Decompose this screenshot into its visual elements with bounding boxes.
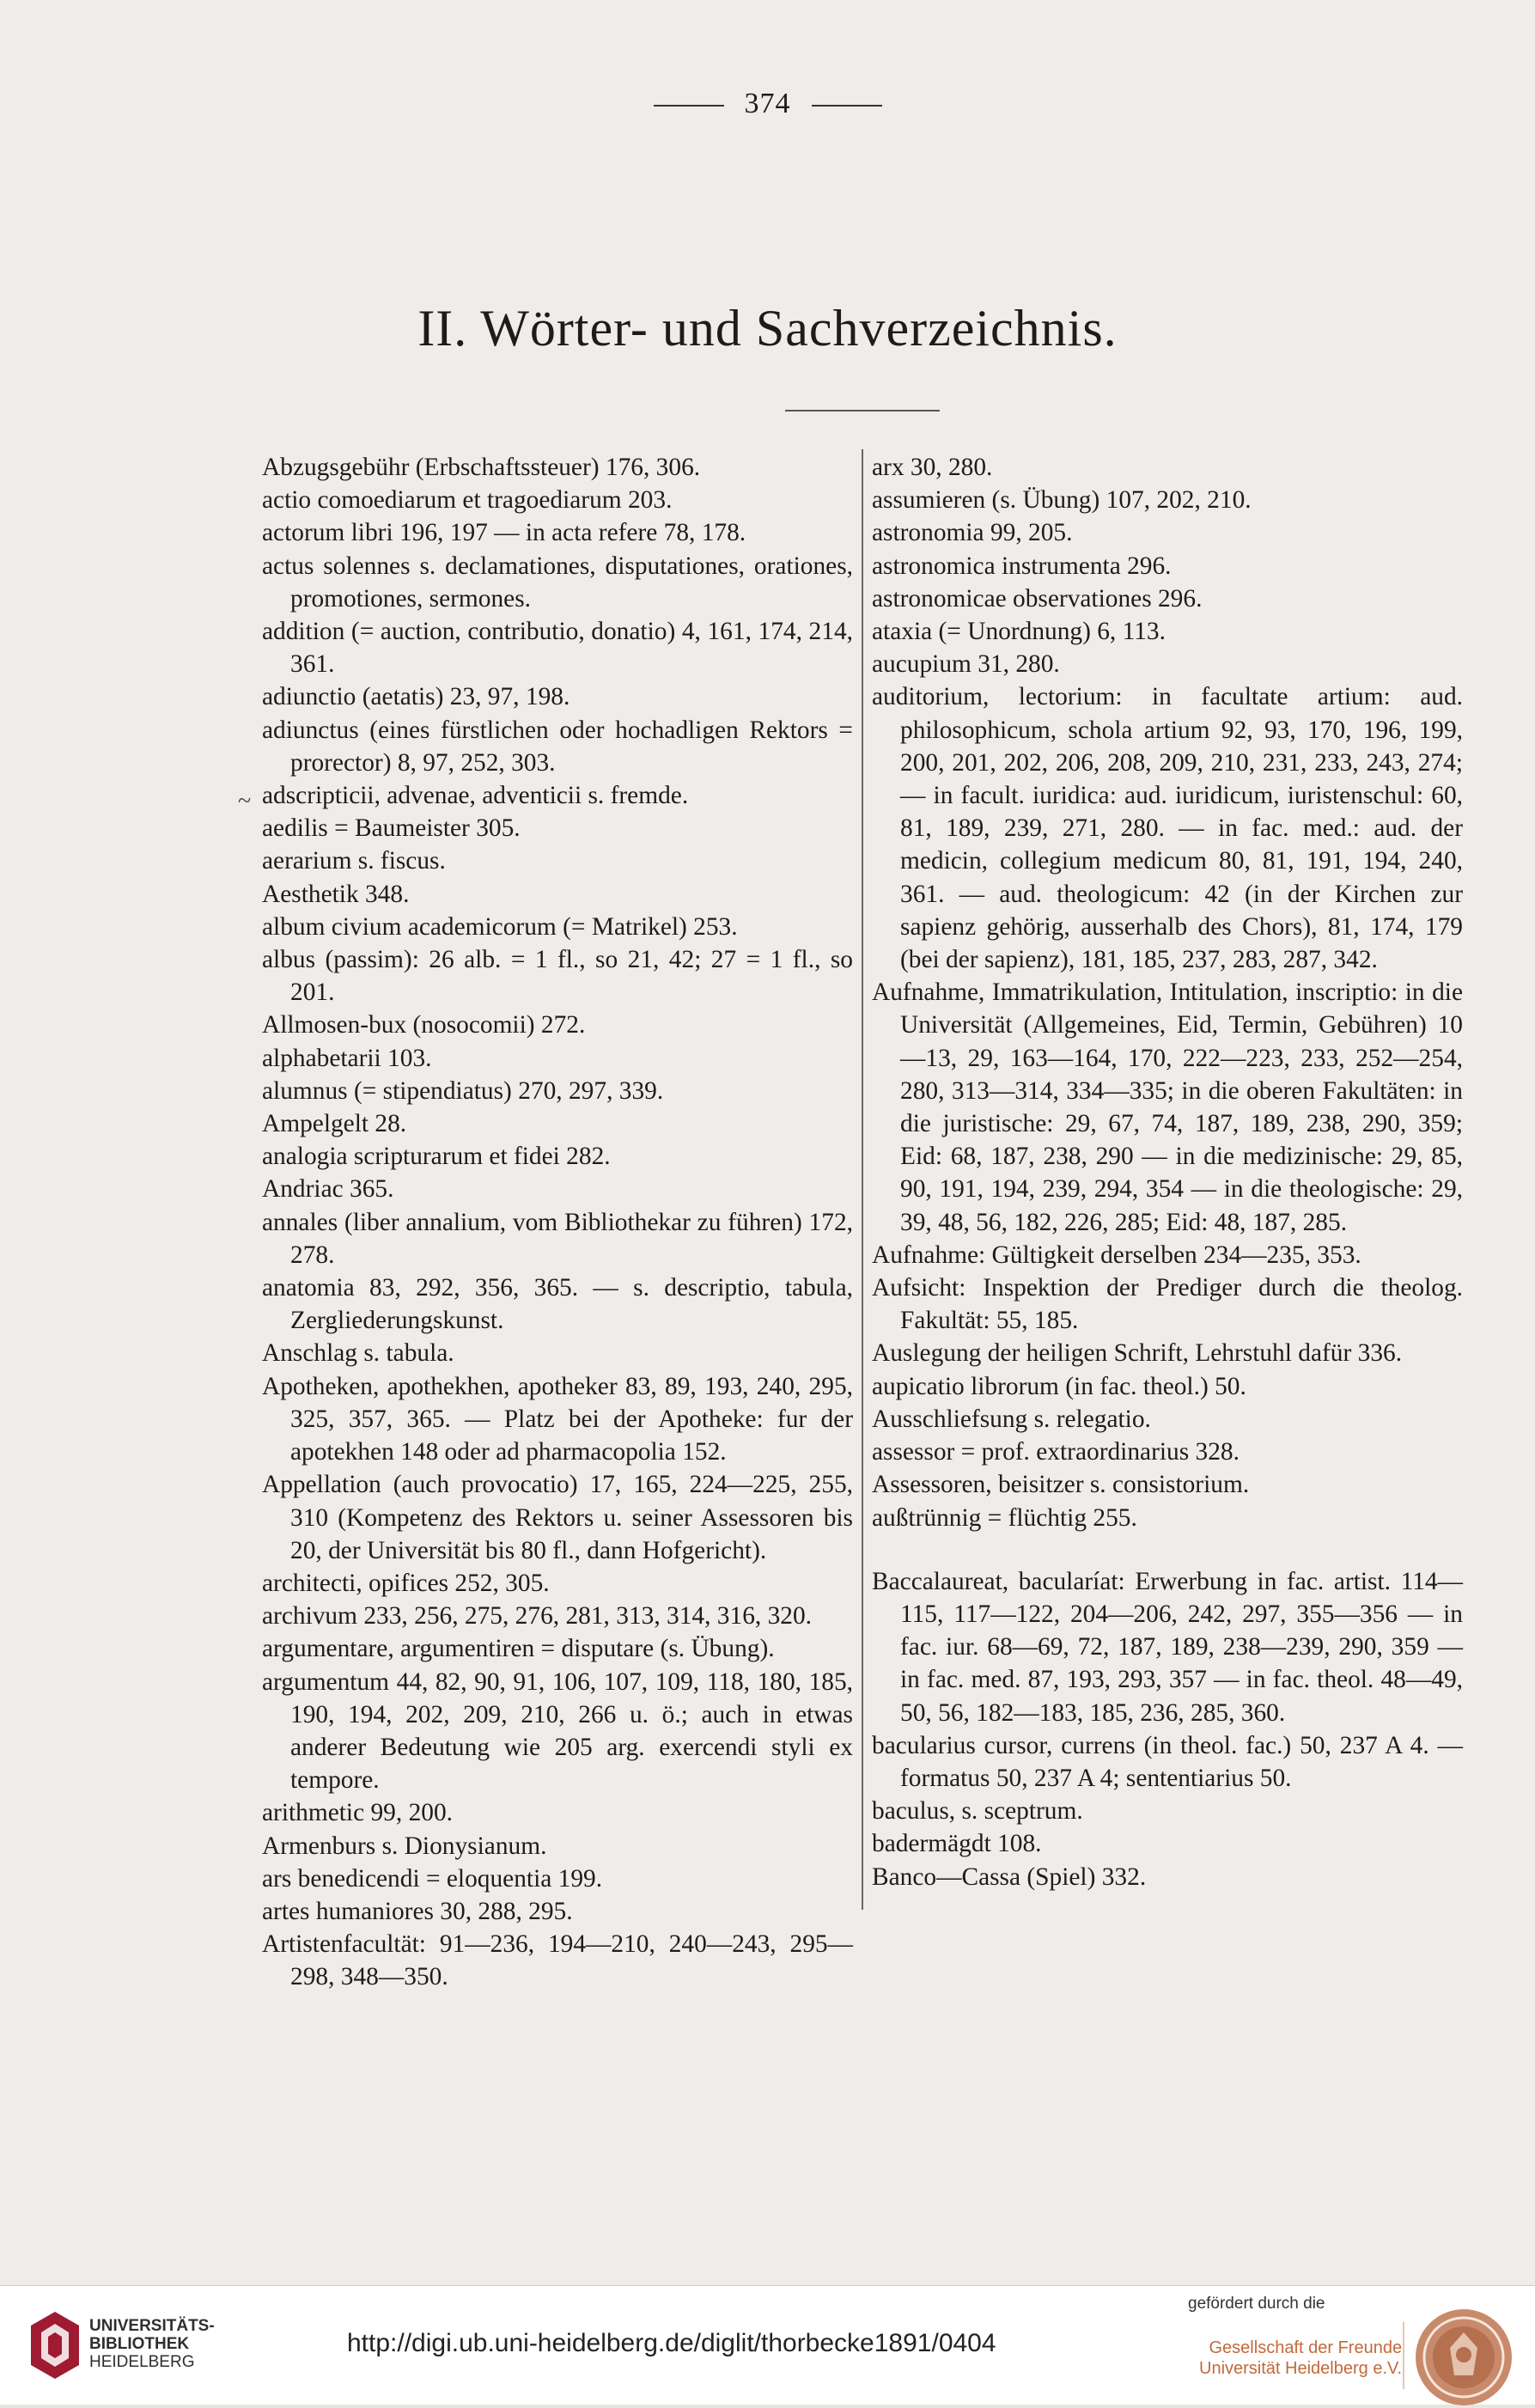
title-rule <box>785 410 940 411</box>
index-entry: Aufsicht: Inspektion der Prediger durch die theolog. Fakultät: 55, 185. <box>872 1274 1463 1335</box>
index-entry: Apotheken, apothekhen, apotheker 83, 89, 193, 240, 295, 325, 357, 365. — Platz bei der Apotheke: fur der apotekhen 148 oder ad pharmacopolia 152. <box>262 1372 853 1466</box>
index-entry: assessor = prof. extraordinarius 328. <box>872 1438 1240 1466</box>
index-entry: addition (= auction, contributio, donatio) 4, 161, 174, 214, 361. <box>262 618 853 679</box>
index-entry: adiunctus (eines fürstlichen oder hochadligen Rektors = prorector) 8, 97, 252, 303. <box>262 716 853 777</box>
library-logo-icon <box>29 2310 81 2381</box>
index-column-right <box>872 451 1463 1893</box>
index-entry: Auslegung der heiligen Schrift, Lehrstuhl dafür 336. <box>872 1339 1403 1368</box>
index-entry: astronomicae observationes 296. <box>872 584 1203 613</box>
index-entry: außtrünnig = flüchtig 255. <box>872 1503 1137 1532</box>
index-entry: adscripticii, advenae, adventicii s. fremde. <box>262 782 689 810</box>
footer-bar <box>0 2285 1535 2405</box>
index-entry: aedilis = Baumeister 305. <box>262 814 521 843</box>
index-entry: actus solennes s. declamationes, disputationes, orationes, promotiones, sermones. <box>262 552 853 613</box>
index-entry: ars benedicendi = eloquentia 199. <box>262 1864 603 1893</box>
index-entry: anatomia 83, 292, 356, 365. — s. descriptio, tabula, Zergliederungskunst. <box>262 1274 853 1335</box>
index-entry: arx 30, 280. <box>872 454 993 481</box>
index-entry: ataxia (= Unordnung) 6, 113. <box>872 618 1166 646</box>
index-entry: Ausschliefsung s. relegatio. <box>872 1405 1151 1433</box>
permalink-url[interactable]: http://digi.ub.uni-heidelberg.de/diglit/thorbecke1891/0404 <box>347 2329 996 2357</box>
index-entry: aucupium 31, 280. <box>872 650 1060 679</box>
index-entry: argumentare, argumentiren = disputare (s. Übung). <box>262 1635 775 1663</box>
index-entry: astronomia 99, 205. <box>872 519 1073 547</box>
index-entry: architecti, opifices 252, 305. <box>262 1569 550 1597</box>
sponsor-label: gefördert durch die <box>1188 2295 1325 2313</box>
index-entry: Abzugsgebühr (Erbschaftssteuer) 176, 306. <box>262 454 701 481</box>
index-column-left <box>262 451 853 1994</box>
index-entry: Appellation (auch provocatio) 17, 165, 224—225, 255, 310 (Kompetenz des Rektors u. seiner Assessoren bis 20, der Universität bis 80 fl., dann Hofgericht). <box>262 1471 853 1564</box>
index-entry: Assessoren, beisitzer s. consistorium. <box>872 1471 1250 1499</box>
page-number-dash-left <box>654 105 724 107</box>
index-entry: Aufnahme, Immatrikulation, Intitulation, inscriptio: in die Universität (Allgemeines, Eid, Termin, Gebühren) 10—13, 29, 163—164, 170, 222—223, 233, 252—254, 280, 313—314, 334—335; in die oberen Fakultäten: in die juristische: 29, 67, 74, 187, 189, 238, 290, 359; Eid: 68, 187, 238, 290 — in die medizinische: 29, 85, 90, 191, 194, 239, 294, 354 — in die theologische: 29, 39, 48, 56, 182, 226, 285; Eid: 48, 187, 285. <box>872 978 1463 1236</box>
margin-mark: ~ <box>238 788 252 814</box>
index-entry: Armenburs s. Dionysianum. <box>262 1832 547 1860</box>
index-entry: aupicatio librorum (in fac. theol.) 50. <box>872 1372 1246 1400</box>
index-entry: astronomica instrumenta 296. <box>872 552 1172 580</box>
index-entry: argumentum 44, 82, 90, 91, 106, 107, 109, 118, 180, 185, 190, 194, 202, 209, 210, 266 u. ö.; auch in etwas anderer Bedeutung wie 205 arg. exercendi styli ex tempore. <box>262 1667 853 1795</box>
page-number-text: 374 <box>744 88 791 119</box>
university-seal-icon <box>1413 2307 1514 2408</box>
library-name <box>89 2317 215 2371</box>
index-entry: Banco—Cassa (Spiel) 332. <box>872 1862 1147 1891</box>
index-entry: albus (passim): 26 alb. = 1 fl., so 21, 42; 27 = 1 fl., so 201. <box>262 946 853 1007</box>
index-entry: analogia scripturarum et fidei 282. <box>262 1143 611 1171</box>
sponsor-name-line1: Gesellschaft der Freunde <box>1209 2338 1403 2357</box>
index-entry: actorum libri 196, 197 — in acta refere 78, 178. <box>262 519 746 547</box>
index-entry: aerarium s. fiscus. <box>262 847 446 875</box>
index-entry: Artistenfacultät: 91—236, 194—210, 240—243, 295—298, 348—350. <box>262 1930 853 1991</box>
index-entry: Aesthetik 348. <box>262 880 410 908</box>
sponsor-name <box>1199 2338 1402 2379</box>
library-name-line3: HEIDELBERG <box>89 2353 195 2371</box>
index-entry: Baccalaureat, bacularíat: Erwerbung in fac. artist. 114—115, 117—122, 204—206, 242, 297, 355—356 — in fac. iur. 68—69, 72, 187, 189, 238—239, 290, 359 — in fac. med. 87, 193, 293, 357 — in fac. theol. 48—49, 50, 56, 182—183, 185, 236, 285, 360. <box>872 1567 1463 1727</box>
index-entry: Anschlag s. tabula. <box>262 1339 454 1368</box>
page-number-dash-right <box>812 105 882 107</box>
index-entry: annales (liber annalium, vom Bibliothekar zu führen) 172, 278. <box>262 1208 853 1269</box>
index-entry: archivum 233, 256, 275, 276, 281, 313, 314, 316, 320. <box>262 1602 813 1631</box>
index-entry: album civium academicorum (= Matrikel) 253. <box>262 912 738 941</box>
index-entry: badermägdt 108. <box>872 1830 1042 1858</box>
index-entry: assumieren (s. Übung) 107, 202, 210. <box>872 486 1252 515</box>
sponsor-divider <box>1403 2322 1404 2389</box>
index-entry: bacularius cursor, currens (in theol. fac.) 50, 237 A 4. — formatus 50, 237 A 4; sententiarius 50. <box>872 1731 1463 1792</box>
index-entry: Andriac 365. <box>262 1175 394 1204</box>
index-entry: Allmosen-bux (nosocomii) 272. <box>262 1011 586 1039</box>
page-number <box>0 88 1535 120</box>
index-entry: Ampelgelt 28. <box>262 1110 407 1138</box>
sponsor-name-line2: Universität Heidelberg e.V. <box>1199 2359 1403 2378</box>
index-entry: alumnus (= stipendiatus) 270, 297, 339. <box>262 1076 664 1105</box>
index-entry: actio comoediarum et tragoediarum 203. <box>262 486 673 515</box>
index-entry: alphabetarii 103. <box>262 1044 432 1072</box>
index-entry: arithmetic 99, 200. <box>262 1799 454 1827</box>
index-entry: auditorium, lectorium: in facultate artium: aud. philosophicum, schola artium 92, 93, 170, 196, 199, 200, 201, 202, 206, 208, 209, 210, 231, 233, 243, 274; — in facult. iuridica: aud. iuridicum, iuristenschul: 60, 81, 189, 239, 271, 280. — in fac. med.: aud. der medicin, collegium medicum 80, 81, 191, 194, 240, 361. — aud. theologicum: 42 (in der Kirchen zur sapienz gehörig, ausserhalb des Chors), 81, 174, 179 (bei der sapienz), 181, 185, 237, 283, 287, 342. <box>872 683 1463 974</box>
index-entry: baculus, s. sceptrum. <box>872 1797 1083 1826</box>
library-name-line2: BIBLIOTHEK <box>89 2335 190 2353</box>
column-divider <box>862 449 863 1910</box>
index-entry: Aufnahme: Gültigkeit derselben 234—235, 353. <box>872 1241 1361 1269</box>
section-title: II. Wörter- und Sachverzeichnis. <box>417 300 1118 357</box>
library-name-line1: UNIVERSITÄTS- <box>89 2317 215 2335</box>
index-entry: artes humaniores 30, 288, 295. <box>262 1897 573 1925</box>
index-entry: adiunctio (aetatis) 23, 97, 198. <box>262 683 570 711</box>
